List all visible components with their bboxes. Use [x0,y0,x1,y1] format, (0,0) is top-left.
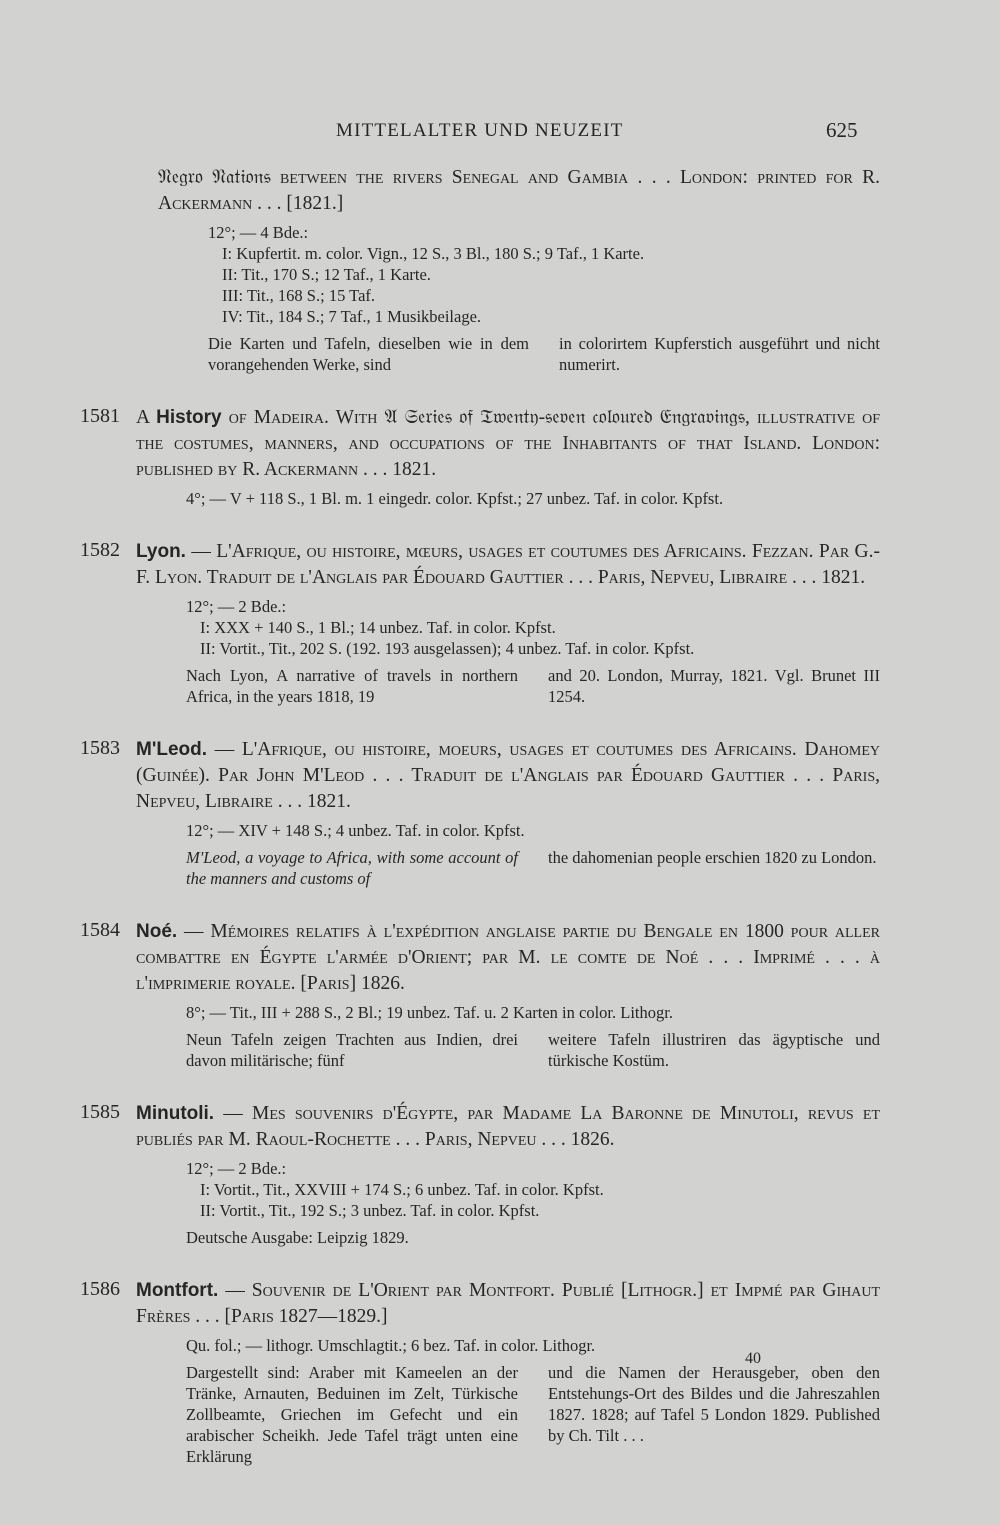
volume-list [186,1179,880,1221]
notes-left-column: Nach Lyon, A narrative of travels in northern Africa, in the years 1818, 19 [186,666,518,706]
volume-line: I: XXX + 140 S., 1 Bl.; 14 unbez. Taf. in color. Kpfst. [200,618,556,637]
entry-format: 12°; — 2 Bde.: [186,1159,287,1178]
bibliography-entries [80,165,880,1497]
entry-number: 1585 [80,1101,120,1123]
entry-1585 [80,1101,880,1248]
entry-continuation [80,165,880,375]
volume-line: II: Tit., 170 S.; 12 Taf., 1 Karte. [222,265,431,284]
notes-left-column: Dargestellt sind: Araber mit Kameelen an der Tränke, Arnauten, Beduinen im Zelt, Türkische Zollbeamte, Griechen im Gefecht und ein arabischer Scheikh. Jede Tafel trägt unten eine Erklärung [186,1363,518,1466]
entry-author: Montfort. [136,1280,219,1301]
entry-number: 1581 [80,405,120,427]
entry-format: 8°; — Tit., III + 288 S., 2 Bl.; 19 unbez. Taf. u. 2 Karten in color. Lithogr. [186,1003,673,1022]
entry-number: 1586 [80,1278,120,1300]
volume-line: I: Kupfertit. m. color. Vign., 12 S., 3 Bl., 180 S.; 9 Taf., 1 Karte. [222,244,645,263]
sheet-signature: 40 [745,1350,761,1367]
entry-1582 [80,539,880,707]
entry-title [136,1278,880,1330]
entry-notes [208,333,880,375]
entry-title-prefix: A [136,407,150,428]
notes-left-column: Die Karten und Tafeln, dieselben wie in dem vorangehenden Werke, sind [208,334,529,374]
entry-title [136,1101,880,1153]
entry-author: Noé. [136,921,178,942]
entry-number: 1584 [80,919,120,941]
volume-list [208,243,880,327]
notes-right-column: weitere Tafeln illustriren das ägyptische und türkische Kostüm. [548,1030,880,1070]
entry-title-text: — Souvenir de L'Orient par Montfort. Publié [Lithogr.] et Impmé par Gihaut Frères . . . [Paris 1827—1829.] [136,1280,880,1327]
entry-title-text: of Madeira. With 𝔄 𝔖𝔢𝔯𝔦𝔢𝔰 𝔬𝔣 𝔗𝔴𝔢𝔫𝔱𝔶-𝔰𝔢𝔳𝔢𝔫 𝔠𝔬𝔩𝔬𝔲𝔯𝔢𝔡 𝔈𝔫𝔤𝔯𝔞𝔳𝔦𝔫𝔤𝔰, illustrative of the costumes, manners, and occupations of the Inhabitants of that Island. London: published by R. Ackermann . . . 1821. [136,407,881,480]
notes-left-column [186,847,518,889]
page-header [0,118,1000,148]
entry-title-text: — L'Afrique, ou histoire, mœurs, usages et coutumes des Africains. Fezzan. Par G.-F. Lyon. Traduit de l'Anglais par Édouard Gauttier . . . Paris, Nepveu, Libraire . . . 1821. [136,541,881,588]
volume-line: I: Vortit., Tit., XXVIII + 174 S.; 6 unbez. Taf. in color. Kpfst. [200,1180,604,1199]
entry-author: Minutoli. [136,1103,215,1124]
entry-title [136,919,880,997]
notes-left-column: Neun Tafeln zeigen Trachten aus Indien, drei davon militärische; fünf [186,1030,518,1070]
notes-right-column: in colorirtem Kupferstich ausgeführt und nicht numerirt. [559,334,880,374]
entry-title-text: — Mes souvenirs d'Égypte, par Madame La Baronne de Minutoli, revus et publiés par M. Raoul-Rochette . . . Paris, Nepveu . . . 1826. [136,1103,881,1150]
entry-notes [186,1362,880,1467]
entry-title [136,737,880,815]
entry-author: Lyon. [136,541,186,562]
volume-list [186,617,880,659]
running-title: MITTELALTER UND NEUZEIT [336,120,624,141]
entry-notes [186,1029,880,1071]
entry-title [136,539,880,591]
entry-format: Qu. fol.; — lithogr. Umschlagtit.; 6 bez. Taf. in color. Lithogr. [186,1336,596,1355]
volume-line: III: Tit., 168 S.; 15 Taf. [222,286,376,305]
entry-extra-note: Deutsche Ausgabe: Leipzig 1829. [186,1228,409,1247]
entry-title-text: — L'Afrique, ou histoire, moeurs, usages et coutumes des Africains. Dahomey (Guinée). Par John M'Leod . . . Traduit de l'Anglais par Édouard Gauttier . . . Paris, Nepveu, Libraire . . . 1821. [136,739,880,812]
notes-left-text: M'Leod, a voyage to Africa, with some account of the manners and customs of [186,848,518,888]
entry-title [136,405,880,483]
entry-1584 [80,919,880,1071]
entry-notes [186,665,880,707]
notes-right-column: und die Namen der Herausgeber, oben den Entstehungs-Ort des Bildes und die Jahreszahlen 1827. 1828; auf Tafel 5 London 1829. Published by Ch. Tilt . . . [548,1363,880,1445]
volume-line: IV: Tit., 184 S.; 7 Taf., 1 Musikbeilage. [222,307,482,326]
entry-format: 4°; — V + 118 S., 1 Bl. m. 1 eingedr. color. Kpfst.; 27 unbez. Taf. in color. Kpfst. [186,489,724,508]
page-number: 625 [826,118,858,142]
entry-author: M'Leod. [136,739,208,760]
entry-notes [186,847,880,889]
entry-format: 12°; — XIV + 148 S.; 4 unbez. Taf. in color. Kpfst. [186,821,525,840]
entry-number: 1582 [80,539,120,561]
entry-number: 1583 [80,737,120,759]
entry-format: 12°; — 4 Bde.: [208,223,309,242]
notes-right-column: the dahomenian people erschien 1820 zu London. [548,848,877,867]
entry-title: 𝔑𝔢𝔤𝔯𝔬 𝔑𝔞𝔱𝔦𝔬𝔫𝔰 between the rivers Senegal and Gambia . . . London: printed for R. Ackermann . . . [1821.] [158,167,880,214]
volume-line: II: Vortit., Tit., 192 S.; 3 unbez. Taf. in color. Kpfst. [200,1201,540,1220]
entry-1586 [80,1278,880,1467]
volume-line: II: Vortit., Tit., 202 S. (192. 193 ausgelassen); 4 unbez. Taf. in color. Kpfst. [200,639,695,658]
entry-1583 [80,737,880,889]
entry-title-text: — Mémoires relatifs à l'expédition anglaise partie du Bengale en 1800 pour aller combattre en Égypte l'armée d'Orient; par M. le comte de Noé . . . Imprimé . . . à l'imprimerie royale. [Paris] 1826. [136,921,880,994]
notes-right-column: and 20. London, Murray, 1821. Vgl. Brunet III 1254. [548,666,880,706]
entry-format: 12°; — 2 Bde.: [186,597,287,616]
entry-1581 [80,405,880,509]
entry-author: History [156,407,222,428]
